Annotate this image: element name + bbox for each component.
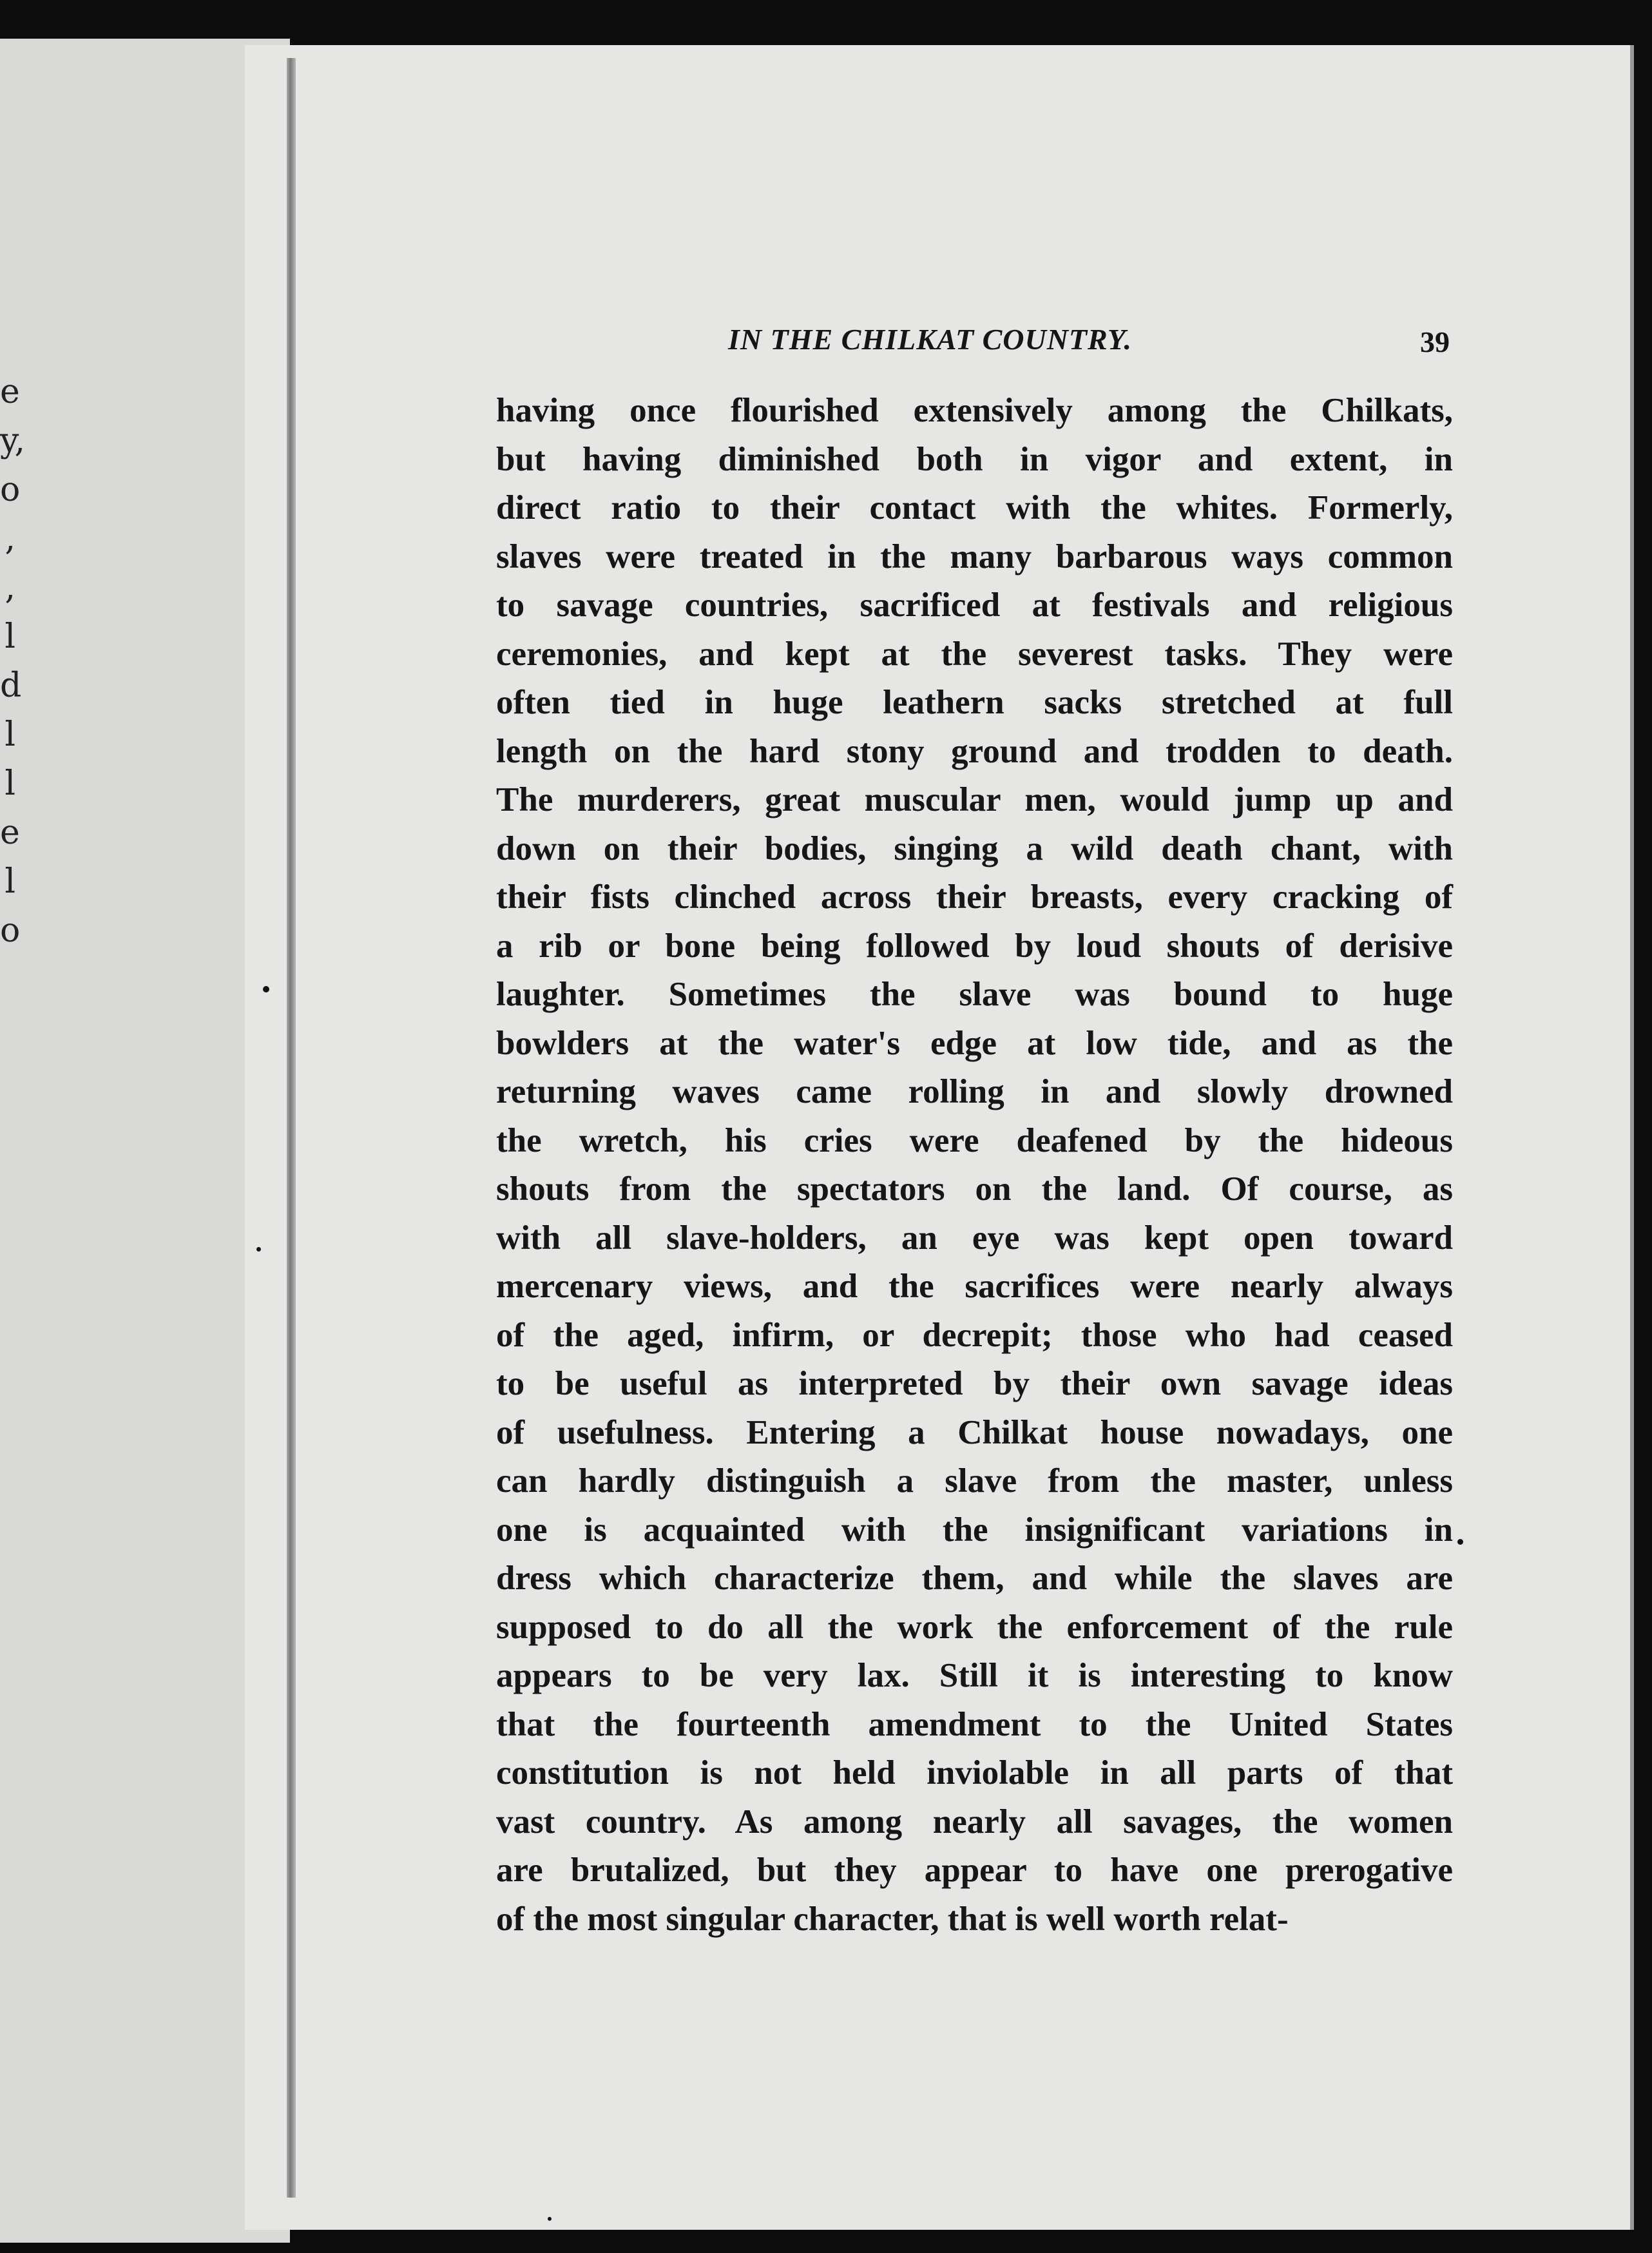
text-line: one is acquainted with the insignificant variations in <box>496 1511 1453 1549</box>
text-line: mercenary views, and the sacrifices were nearly always <box>496 1268 1453 1305</box>
text-line: length on the hard stony ground and trodden to death. <box>496 732 1453 770</box>
margin-glyph: o <box>0 470 21 509</box>
text-line: direct ratio to their contact with the whites. Formerly, <box>496 489 1453 527</box>
ink-speck <box>548 2217 552 2221</box>
margin-glyph: e <box>0 372 20 411</box>
left-page-cut-off-text <box>0 367 25 955</box>
margin-glyph: d <box>0 666 22 705</box>
text-line: of usefulness. Entering a Chilkat house nowadays, one <box>496 1413 1453 1451</box>
text-line: down on their bodies, singing a wild death chant, with <box>496 829 1453 867</box>
margin-glyph: l <box>5 764 15 803</box>
text-line: to savage countries, sacrificed at festivals and religious <box>496 586 1453 624</box>
margin-glyph: l <box>5 617 15 656</box>
text-line: but having diminished both in vigor and extent, in <box>496 440 1453 478</box>
text-line: that the fourteenth amendment to the United States <box>496 1705 1453 1743</box>
text-line: the wretch, his cries were deafened by the hideous <box>496 1121 1453 1159</box>
ink-speck <box>263 986 269 992</box>
margin-glyph: y, <box>0 421 25 460</box>
text-line: often tied in huge leathern sacks stretched at full <box>496 684 1453 721</box>
ink-speck <box>1457 1539 1463 1545</box>
running-header <box>496 322 1450 367</box>
text-line: a rib or bone being followed by loud shouts of derisive <box>496 927 1453 965</box>
text-line: bowlders at the water's edge at low tide, and as the <box>496 1024 1453 1062</box>
text-line: of the most singular character, that is well worth relat- <box>496 1900 1289 1938</box>
text-line: dress which characterize them, and while the slaves are <box>496 1560 1453 1597</box>
text-line: The murderers, great muscular men, would jump up and <box>496 781 1453 818</box>
text-line: are brutalized, but they appear to have one prerogative <box>496 1852 1453 1889</box>
page-number: 39 <box>1420 325 1450 358</box>
text-line: their fists clinched across their breasts, every cracking of <box>496 878 1453 916</box>
text-line: with all slave-holders, an eye was kept open toward <box>496 1219 1453 1257</box>
text-line: ceremonies, and kept at the severest tasks. They were <box>496 635 1453 673</box>
text-line: of the aged, infirm, or decrepit; those who had ceased <box>496 1316 1453 1354</box>
text-line: shouts from the spectators on the land. Of course, as <box>496 1170 1453 1208</box>
text-line: vast country. As among nearly all savages, the women <box>496 1803 1453 1841</box>
text-line: slaves were treated in the many barbarous ways common <box>496 537 1453 575</box>
text-line: can hardly distinguish a slave from the master, unless <box>496 1462 1453 1500</box>
ink-speck <box>256 1247 261 1252</box>
text-line: to be useful as interpreted by their own savage ideas <box>496 1365 1453 1402</box>
book-gutter <box>287 58 296 2198</box>
text-line: having once flourished extensively among the Chilkats, <box>496 392 1453 429</box>
text-line: constitution is not held inviolable in all parts of that <box>496 1754 1453 1792</box>
running-title: IN THE CHILKAT COUNTRY. <box>728 323 1133 356</box>
margin-glyph: l <box>5 862 15 901</box>
body-text <box>496 387 1453 1944</box>
text-line: returning waves came rolling in and slowly drowned <box>496 1073 1453 1110</box>
text-line: supposed to do all the work the enforcement of the rule <box>496 1608 1453 1646</box>
margin-glyph: o <box>0 911 21 950</box>
margin-glyph: , <box>5 519 15 558</box>
margin-glyph: e <box>0 813 20 852</box>
margin-glyph: l <box>5 715 15 754</box>
margin-glyph: , <box>5 568 15 607</box>
text-line: appears to be very lax. Still it is interesting to know <box>496 1657 1453 1694</box>
text-line: laughter. Sometimes the slave was bound to huge <box>496 976 1453 1013</box>
